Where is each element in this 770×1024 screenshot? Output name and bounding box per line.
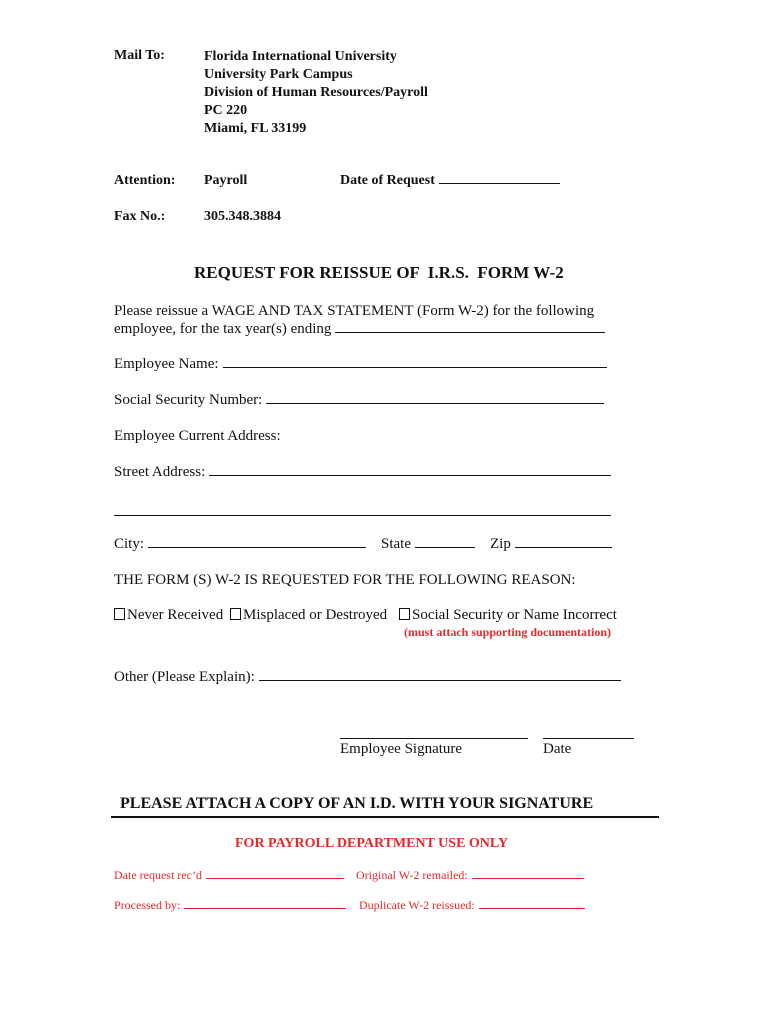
checkbox-icon[interactable] [114, 608, 125, 620]
city-label: City: [114, 536, 145, 552]
original-remailed-label: Original W-2 remailed: [356, 868, 468, 882]
address-line: PC 220 [204, 103, 248, 118]
reason-misplaced[interactable] [230, 607, 387, 624]
ssn-field [114, 392, 604, 409]
intro-line-1: Please reissue a WAGE AND TAX STATEMENT (Form W-2) for the following [114, 303, 595, 319]
state-label: State [381, 536, 411, 552]
attention-value: Payroll [204, 173, 248, 188]
form-title: REQUEST FOR REISSUE OF I.R.S. FORM W-2 [194, 263, 564, 282]
ssn-line[interactable] [266, 402, 604, 404]
duplicate-reissued-line[interactable] [479, 907, 585, 909]
processed-by-field [114, 898, 346, 913]
signature-date-line[interactable] [543, 738, 634, 739]
date-received-line[interactable] [206, 877, 344, 879]
processed-by-line[interactable] [184, 907, 346, 909]
zip-label: Zip [490, 536, 511, 552]
original-remailed-field [356, 868, 584, 883]
employee-name-field [114, 356, 607, 373]
date-of-request [340, 173, 560, 189]
zip-line[interactable] [515, 546, 612, 548]
date-received-label: Date request rec’d [114, 868, 202, 882]
other-field [114, 669, 621, 686]
duplicate-reissued-label: Duplicate W-2 reissued: [359, 898, 475, 912]
zip-field [490, 536, 612, 553]
reason-option-label: Misplaced or Destroyed [243, 607, 388, 623]
tax-year-line[interactable] [335, 331, 605, 333]
fax-value: 305.348.3884 [204, 209, 281, 224]
notice-divider [111, 816, 659, 818]
duplicate-reissued-field [359, 898, 585, 913]
ssn-label: Social Security Number: [114, 392, 263, 408]
attention-label: Attention: [114, 173, 176, 188]
attach-id-notice: PLEASE ATTACH A COPY OF AN I.D. WITH YOUR SIGNATURE [120, 795, 594, 812]
state-field [381, 536, 475, 553]
reason-option-label: Never Received [127, 607, 224, 623]
supporting-docs-note: (must attach supporting documentation) [404, 625, 612, 639]
intro-line-2-text: employee, for the tax year(s) ending [114, 321, 332, 337]
address-line: Florida International University [204, 49, 397, 64]
date-received-field [114, 868, 344, 883]
signature-date-label: Date [543, 741, 572, 757]
processed-by-label: Processed by: [114, 898, 181, 912]
state-line[interactable] [415, 546, 475, 548]
address-line: Division of Human Resources/Payroll [204, 85, 428, 100]
reason-option-label: Social Security or Name Incorrect [412, 607, 617, 623]
mailing-address [204, 48, 428, 138]
city-field [114, 536, 366, 553]
city-line[interactable] [148, 546, 366, 548]
checkbox-icon[interactable] [230, 608, 241, 620]
other-line[interactable] [259, 679, 621, 681]
date-of-request-line[interactable] [439, 182, 560, 184]
signature-label: Employee Signature [340, 741, 463, 757]
mail-to-label: Mail To: [114, 48, 165, 63]
fax-label: Fax No.: [114, 209, 166, 224]
other-label: Other (Please Explain): [114, 669, 255, 685]
street-address-line-2[interactable] [114, 515, 611, 516]
signature-line[interactable] [340, 738, 528, 739]
payroll-heading: FOR PAYROLL DEPARTMENT USE ONLY [235, 836, 509, 851]
current-address-label: Employee Current Address: [114, 428, 281, 444]
address-line: Miami, FL 33199 [204, 121, 307, 136]
intro-line-2 [114, 321, 605, 338]
address-line: University Park Campus [204, 67, 353, 82]
employee-name-label: Employee Name: [114, 356, 219, 372]
checkbox-icon[interactable] [399, 608, 410, 620]
street-address-field [114, 464, 611, 481]
reason-ss-name-incorrect[interactable] [399, 607, 617, 624]
reason-heading: THE FORM (S) W-2 IS REQUESTED FOR THE FOLLOWING REASON: [114, 572, 576, 588]
employee-name-line[interactable] [223, 366, 607, 368]
reason-never-received[interactable] [114, 607, 223, 624]
date-of-request-label: Date of Request [340, 173, 435, 188]
street-address-label: Street Address: [114, 464, 206, 480]
street-address-line[interactable] [209, 474, 611, 476]
original-remailed-line[interactable] [472, 877, 584, 879]
